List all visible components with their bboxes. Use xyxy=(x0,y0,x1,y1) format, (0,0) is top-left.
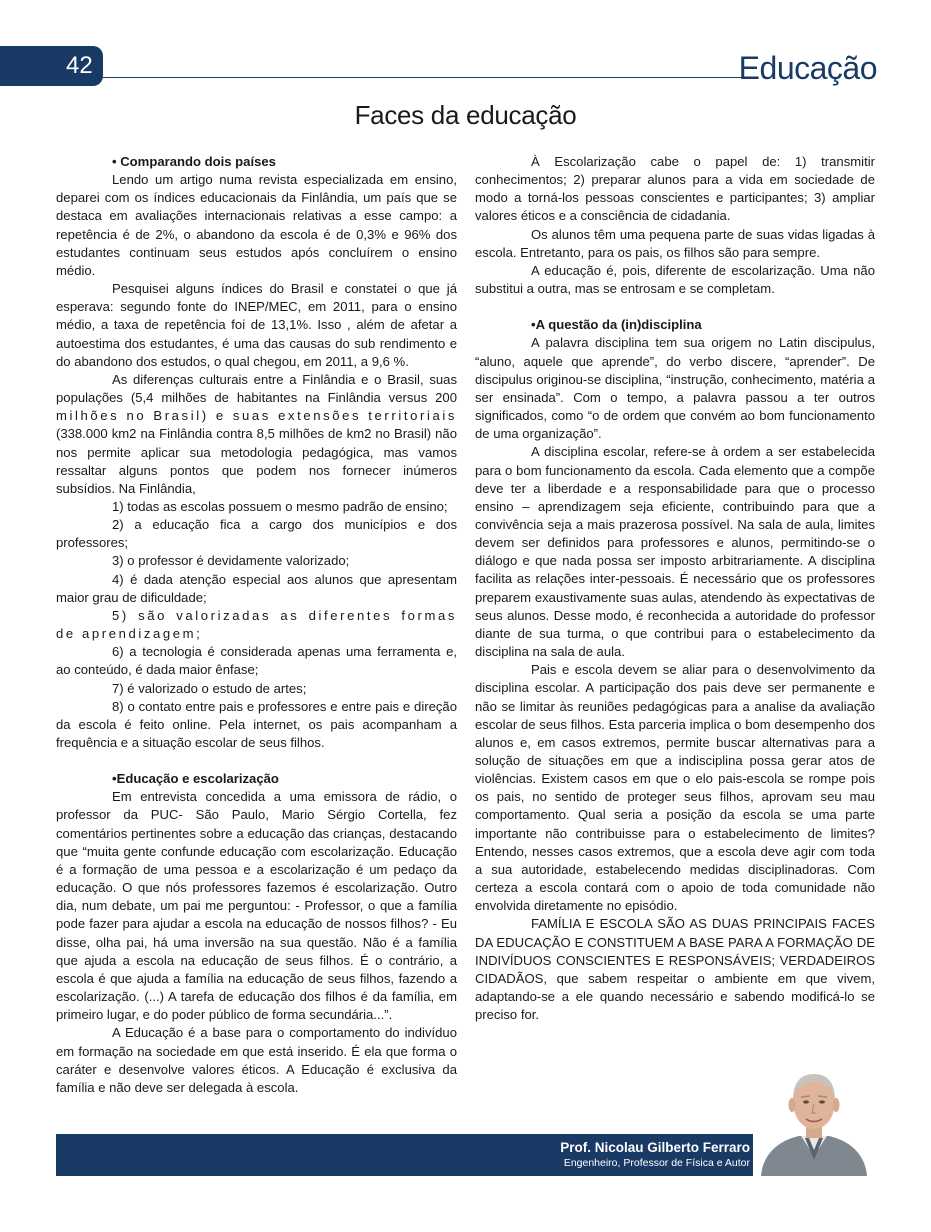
paragraph-part: milhões no Brasil) e suas extensões territoriais xyxy=(56,408,457,424)
author-role: Engenheiro, Professor de Física e Autor xyxy=(563,1157,750,1169)
author-name: Prof. Nicolau Gilberto Ferraro xyxy=(560,1140,750,1155)
section-heading: •Educação e escolarização xyxy=(112,771,279,787)
list-item: 4) é dada atenção especial aos alunos que apresentam maior grau de dificuldade; xyxy=(56,571,457,605)
list-item: 7) é valorizado o estudo de artes; xyxy=(112,680,307,696)
author-photo xyxy=(753,1060,875,1176)
paragraph: Lendo um artigo numa revista especializada em ensino, deparei com os índices educacionais da Finlândia, um país que se destaca em avaliações internacionais relativas a esse campo: a repetência é de 2%, o abandono da escola é de 0,3% e 96% dos estudantes continuam seus estudos após concluírem o ensino médio. xyxy=(56,172,457,278)
paragraph: Os alunos têm uma pequena parte de suas vidas ligadas à escola. Entretanto, para os pais, os filhos são para sempre. xyxy=(475,226,875,260)
list-item: 3) o professor é devidamente valorizado; xyxy=(112,553,350,569)
list-item: 2) a educação fica a cargo dos municípios e dos professores; xyxy=(56,517,457,551)
paragraph: A educação é, pois, diferente de escolarização. Uma não substitui a outra, mas se entrosam e se completam. xyxy=(475,262,875,297)
section-name: Educação xyxy=(738,50,877,86)
paragraph: Pais e escola devem se aliar para o desenvolvimento da disciplina escolar. A participação dos pais deve ser permanente e não se limitar às reuniões pedagógicas para a analise da avaliação escolar de seus filhos. Esta parceria implica o bom desempenho dos alunos e, em casos extremos, permite buscar alternativas para a solução de situações em que a indisciplina possa gerar atos de violências. Existem casos em que o elo pais-escola se rompe pois os pais, no sentido de proteger seus filhos, aprovam seu mau comportamento. Qual seria a posição da escola se uma parte importante não contribuisse para o estabelecimento de limites? Entendo, nesses casos extremos, que a escola deve agir com toda a sua autoridade, estabelecendo medidas disciplinadoras. Com certeza a escola contará com o apoio de toda comunidade não envolvida diretamente no episódio. xyxy=(475,662,875,914)
list-item: 6) a tecnologia é considerada apenas uma ferramenta e, ao conteúdo, é dada maior ênfase; xyxy=(56,644,457,678)
header-rule xyxy=(103,77,751,78)
paragraph: A disciplina escolar, refere-se à ordem a ser estabelecida para o bom funcionamento da escola. Cada elemento que a compõe deve ter a liberdade e a responsabilidade para que o processo ensino – aprendizagem seja eficiente, contribuindo para que a convivência seja a mais prazerosa possível. Na sala de aula, limites devem ser definidos para professores e alunos, permitindo-se o diálogo e que nada possa ser imposto arbitrariamente. A disciplina facilita as relações inter-pessoais. É necessário que os professores preparem exaustivamente suas aulas, atendendo às expectativas de seus alunos. Desse modo, é reconhecida a autoridade do professor diante de sua turma, o que contribui para o estabelecimento da disciplina na sala de aula. xyxy=(475,444,875,660)
paragraph: A Educação é a base para o comportamento do indivíduo em formação na sociedade em que está inserido. É ela que forma o caráter e desenvolve valores éticos. A Educação é exclusiva da família e não deve ser delegada à escola. xyxy=(56,1025,457,1095)
list-item: 1) todas as escolas possuem o mesmo padrão de ensino; xyxy=(112,498,448,514)
paragraph-part: (338.000 km2 na Finlândia contra 8,5 milhões de km2 no Brasil) não nos permite aplicar sua metodologia pedagógica, mas vamos ressaltar alguns pontos que podem nos fornecer inúmeros subsídios. Na Finlândia, xyxy=(56,426,457,496)
paragraph: Em entrevista concedida a uma emissora de rádio, o professor da PUC- São Paulo, Mario Sérgio Cortella, fez comentários pertinentes sobre a educação das crianças, destacando que “muita gente confunde educação com escolarização. Educação é a formação de uma pessoa e a escolarização é um pedaço da educação. O que nós professores fazemos é escolarização. Outro dia, num debate, um pai me perguntou: - Professor, o que a família pode fazer para ajudar a escola na educação de nossos filhos? - Eu disse, olha pai, há uma inversão na sua questão. Não é a família que ajuda a escola na educação de seus filhos. É o contrário, a escola é que ajuda a família na educação de seus filhos, fazendo a escolarização. (...) A tarefa de educação dos filhos é da família, em primeiro lugar, e do poder público de forma secundária...”. xyxy=(56,789,457,1023)
paragraph: A palavra disciplina tem sua origem no Latin discipulus, “aluno, aquele que aprende”, do verbo discere, “aprender”. De discipulus originou-se disciplina, “instrução, conhecimento, matéria a ser ensinada”. Com o tempo, a palavra passou a ter outros significados, como “o de ordem que convém ao bom funcionamento de uma organização”. xyxy=(475,335,875,442)
section-heading: • Comparando dois países xyxy=(112,154,276,169)
paragraph: Pesquisei alguns índices do Brasil e constatei o que já esperava: segundo fonte do INEP/MEC, em 2011, para o ensino médio, a taxa de repetência foi de 13,1%. Isso , além de afetar a autoestima dos estudantes, é uma das causas do sub rendimento e do abandono dos estudos, o qual chegou, em 2011, a 9,6 %. xyxy=(56,281,457,369)
list-item: 5) são valorizadas as diferentes formas de aprendizagem; xyxy=(56,607,457,642)
article-title: Faces da educação xyxy=(354,100,577,130)
section-heading: •A questão da (in)disciplina xyxy=(531,317,702,333)
left-column xyxy=(56,153,457,1097)
paragraph-part: As diferenças culturais entre a Finlândia e o Brasil, suas populações (5,4 milhões de habitantes na Finlândia versus 200 xyxy=(56,371,457,406)
list-item: 8) o contato entre pais e professores e entre pais e direção da escola é feito online. Pela internet, os pais acompanham a frequência e a situação escolar de seus filhos. xyxy=(56,698,457,750)
paragraph: À Escolarização cabe o papel de: 1) transmitir conhecimentos; 2) preparar alunos para a vida em sociedade de modo a torná-los pessoas conscientes e participantes; 3) ampliar valores éticos e a consciência de cidadania. xyxy=(475,154,875,224)
right-column xyxy=(475,153,875,1024)
paragraph xyxy=(56,371,457,498)
paragraph: FAMÍLIA E ESCOLA SÃO AS DUAS PRINCIPAIS FACES DA EDUCAÇÃO E CONSTITUEM A BASE PARA A FORMAÇÃO DE INDIVÍDUOS CONSCIENTES E RESPONSÁVEIS; VERDADEIROS CIDADÃOS, que sabem respeitar o ambiente em que vivem, adaptando-se a ele quando necessário e sabendo modificá-lo se preciso for. xyxy=(475,916,875,1023)
page-number: 42 xyxy=(66,52,93,79)
